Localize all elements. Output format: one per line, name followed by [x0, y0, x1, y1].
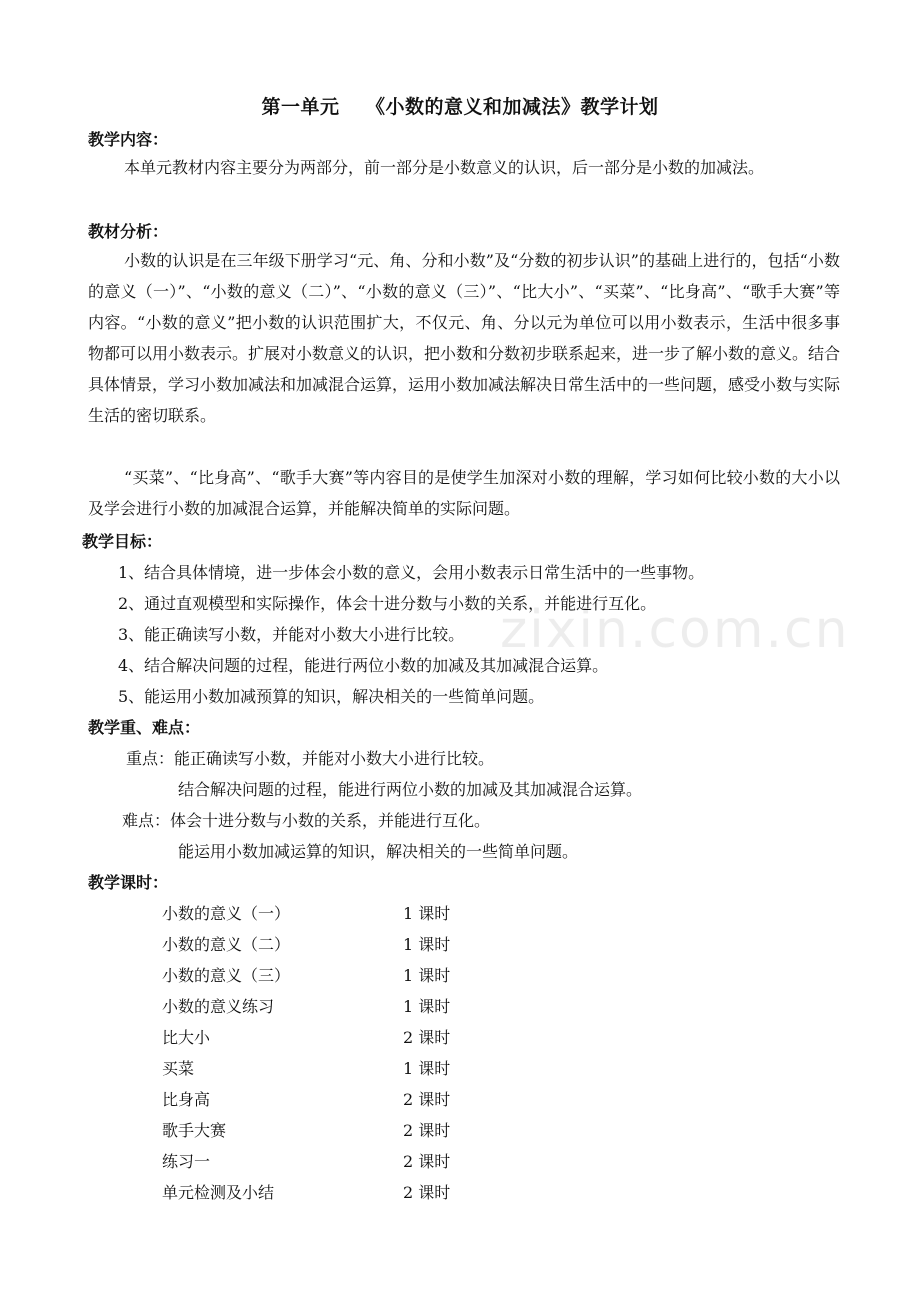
lesson-hours: 1 课时	[403, 997, 451, 1016]
difficult-text-2: 能运用小数加减运算的知识，解决相关的一些简单问题。	[178, 842, 579, 861]
section-heading-hours: 教学课时：	[88, 873, 169, 892]
goal-item: 3、能正确读写小数，并能对小数大小进行比较。	[118, 625, 465, 644]
lesson-hours: 2 课时	[403, 1121, 451, 1140]
goal-item: 2、通过直观模型和实际操作，体会十进分数与小数的关系，并能进行互化。	[118, 594, 657, 613]
lesson-name: 小数的意义（一）	[162, 904, 291, 923]
lesson-name: 小数的意义（三）	[162, 966, 291, 985]
lesson-hours: 1 课时	[403, 904, 451, 923]
difficult-text-1: 体会十进分数与小数的关系，并能进行互化。	[170, 811, 491, 830]
lesson-name: 比大小	[162, 1028, 211, 1047]
lesson-hours: 1 课时	[403, 1059, 451, 1078]
lesson-name: 歌手大赛	[162, 1121, 227, 1140]
goal-item: 5、能运用小数加减预算的知识，解决相关的一些简单问题。	[118, 687, 545, 706]
key-text-1: 能正确读写小数，并能对小数大小进行比较。	[174, 749, 495, 768]
section-heading-content: 教学内容：	[88, 130, 169, 149]
lesson-hours: 2 课时	[403, 1152, 451, 1171]
content-paragraph	[88, 152, 840, 183]
analysis-paragraph-2	[88, 462, 840, 524]
lesson-hours: 1 课时	[403, 935, 451, 954]
content-text: 本单元教材内容主要分为两部分，前一部分是小数意义的认识，后一部分是小数的加减法。	[124, 158, 765, 177]
difficult-point-line-1	[122, 808, 490, 831]
key-text-2: 结合解决问题的过程，能进行两位小数的加减及其加减混合运算。	[178, 780, 643, 799]
lesson-hours: 2 课时	[403, 1090, 451, 1109]
section-heading-goals: 教学目标：	[82, 532, 163, 551]
watermark: zixin.com.cn	[500, 600, 850, 660]
lesson-hours: 2 课时	[403, 1183, 451, 1202]
lesson-name: 小数的意义（二）	[162, 935, 291, 954]
lesson-name: 单元检测及小结	[162, 1183, 275, 1202]
lesson-hours: 1 课时	[403, 966, 451, 985]
section-heading-key-points: 教学重、难点：	[88, 718, 201, 737]
analysis-text-1: 小数的认识是在三年级下册学习“元、角、分和小数”及“分数的初步认识”的基础上进行的，包括“小数的意义（一）”、“小数的意义（二）”、“小数的意义（三）”、“比大小”、“买菜”、“比身高”、“歌手大赛”等内容。“小数的意义”把小数的认识范围扩大，不仅元、角、分以元为单位可以用小数表示，生活中很多事物都可以用小数表示。扩展对小数意义的认识，把小数和分数初步联系起来，进一步了解小数的意义。结合具体情景，学习小数加减法和加减混合运算，运用小数加减法解决日常生活中的一些问题，感受小数与实际生活的密切联系。	[88, 251, 841, 425]
goal-item: 4、结合解决问题的过程，能进行两位小数的加减及其加减混合运算。	[118, 656, 609, 675]
lesson-name: 比身高	[162, 1090, 211, 1109]
goal-item: 1、结合具体情境，进一步体会小数的意义，会用小数表示日常生活中的一些事物。	[118, 563, 705, 582]
lesson-name: 练习一	[162, 1152, 211, 1171]
page-title: 第一单元 《小数的意义和加减法》教学计划	[261, 96, 659, 118]
lesson-name: 买菜	[162, 1059, 195, 1078]
key-point-line-1	[126, 746, 494, 769]
key-label: 重点：	[126, 749, 175, 768]
lesson-name: 小数的意义练习	[162, 997, 275, 1016]
section-heading-analysis: 教材分析：	[88, 222, 169, 241]
lesson-hours: 2 课时	[403, 1028, 451, 1047]
analysis-text-2: “买菜”、“比身高”、“歌手大赛”等内容目的是使学生加深对小数的理解，学习如何比较小数的大小以及学会进行小数的加减混合运算，并能解决简单的实际问题。	[88, 468, 840, 518]
difficult-label: 难点：	[122, 811, 171, 830]
analysis-paragraph-1	[88, 245, 840, 431]
